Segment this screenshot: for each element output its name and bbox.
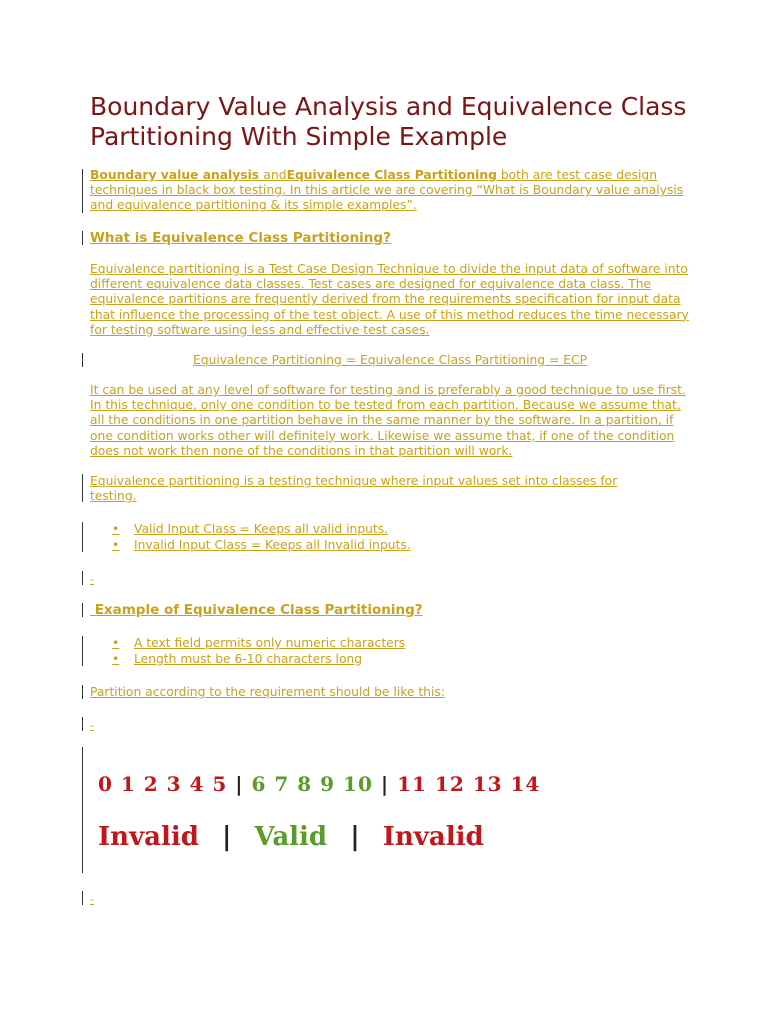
margin-bar xyxy=(82,169,83,213)
list-item[interactable] xyxy=(90,636,690,652)
paragraph-partition[interactable]: Partition according to the requirement should be like this: xyxy=(90,685,445,699)
bullet-icon: • xyxy=(112,522,120,536)
partition-numbers xyxy=(98,772,540,796)
list-item-text: Invalid Input Class = Keeps all Invalid inputs. xyxy=(134,537,411,552)
margin-bar xyxy=(82,522,83,552)
empty-link[interactable]: - xyxy=(90,719,94,732)
margin-bar xyxy=(82,571,83,585)
list-item-text: Length must be 6-10 characters long xyxy=(134,651,363,666)
separator: | xyxy=(235,772,244,796)
list-requirements xyxy=(90,636,690,667)
equivalence-class-partitioning-link[interactable]: Equivalence Class Partitioning xyxy=(286,168,497,182)
bullet-icon: • xyxy=(112,636,120,650)
margin-bar xyxy=(82,717,83,731)
partition-labels xyxy=(98,822,484,852)
margin-bar xyxy=(82,474,83,502)
valid-numbers: 6 7 8 9 10 xyxy=(251,772,373,796)
empty-link[interactable]: - xyxy=(90,573,94,586)
separator: | xyxy=(380,772,390,796)
margin-bar xyxy=(82,747,83,873)
margin-bar xyxy=(82,891,83,905)
separator: | xyxy=(222,822,232,852)
bullet-icon: • xyxy=(112,651,120,666)
invalid-label: Invalid xyxy=(382,822,484,852)
intro-paragraph xyxy=(90,168,690,214)
empty-link[interactable]: - xyxy=(90,893,94,906)
list-item[interactable] xyxy=(90,538,690,554)
separator: | xyxy=(350,822,360,852)
list-input-classes xyxy=(90,522,690,553)
invalid-numbers-low: 0 1 2 3 4 5 xyxy=(98,772,228,796)
list-item[interactable] xyxy=(90,652,690,668)
paragraph-ecp-definition[interactable]: Equivalence partitioning is a Test Case Design Technique to divide the input data of software into different equivalence data classes. Test cases are designed for equivalence data class. The equivalence partitions are frequently derived from the requirements specification for input data that influence the processing of the test object. A use of this method reduces the time necessary for testing software using less and effective test cases. xyxy=(90,262,689,337)
list-item-text: A text field permits only numeric characters xyxy=(134,636,406,650)
heading-what-is-ecp[interactable]: What is Equivalence Class Partitioning? xyxy=(90,230,391,246)
list-item[interactable] xyxy=(90,522,690,538)
paragraph-ecp-usage[interactable]: It can be used at any level of software for testing and is preferably a good technique to use first. In this technique, only one condition to be tested from each partition. Because we assume that, all the conditions in one partition behave in the same manner by the software. In a partition, if one condition works other will definitely work. Likewise we assume that, if one of the condition does not work then none of the conditions in that partition will work. xyxy=(90,383,686,458)
paragraph-ecp-classes[interactable]: Equivalence partitioning is a testing technique where input values set into classes for testing. xyxy=(90,474,618,504)
margin-bar xyxy=(82,636,83,666)
boundary-value-analysis-link[interactable]: Boundary value analysis xyxy=(90,168,264,182)
intro-rest: both are test case design techniques in black box testing. In this article we are covering “What is Boundary value analysis and equivalence partitioning & its simple examples”. xyxy=(90,168,684,213)
margin-bar xyxy=(82,353,83,367)
invalid-label: Invalid xyxy=(98,822,199,852)
invalid-numbers-high: 11 12 13 14 xyxy=(397,772,541,796)
formula-line[interactable]: Equivalence Partitioning = Equivalence Class Partitioning = ECP xyxy=(192,353,588,367)
margin-bar xyxy=(82,231,83,245)
heading-ecp-example[interactable]: Example of Equivalence Class Partitioning? xyxy=(90,602,423,618)
intro-and: and xyxy=(263,168,287,182)
page-title: Boundary Value Analysis and Equivalence Class Partitioning With Simple Example xyxy=(90,92,687,151)
margin-bar xyxy=(82,603,83,617)
margin-bar xyxy=(82,685,83,699)
bullet-icon: • xyxy=(112,537,120,552)
list-item-text: Valid Input Class = Keeps all valid inputs. xyxy=(134,522,389,536)
valid-label: Valid xyxy=(254,822,328,852)
